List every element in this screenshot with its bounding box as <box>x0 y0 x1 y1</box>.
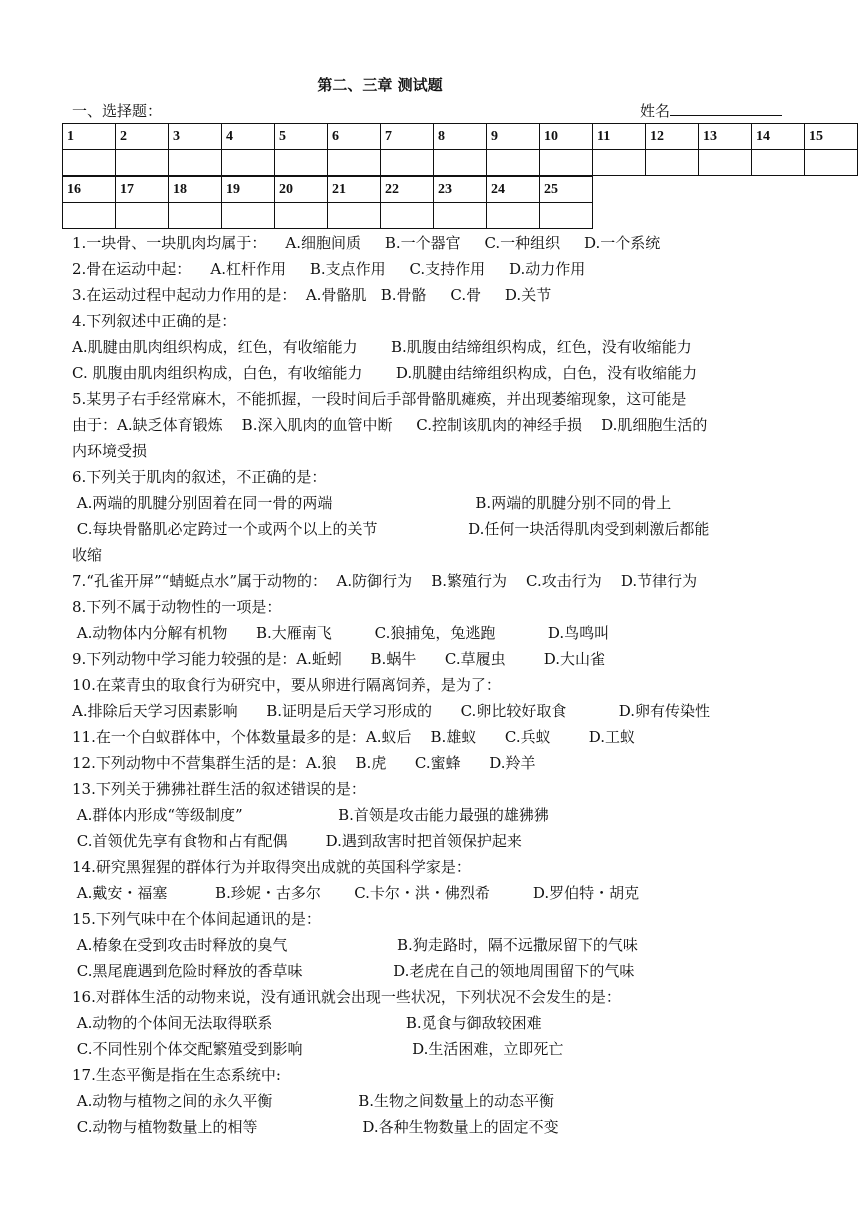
question-line: A.动物与植物之间的永久平衡 B.生物之间数量上的动态平衡 <box>72 1092 554 1110</box>
answer-number-cell: 14 <box>752 124 805 150</box>
question-line: 5.某男子右手经常麻木，不能抓握，一段时间后手部骨骼肌瘫痪，并出现萎缩现象，这可能是 <box>72 390 687 408</box>
question-line: 12.下列动物中不营集群生活的是：A.狼 B.虎 C.蜜蜂 D.羚羊 <box>72 754 536 772</box>
answer-number-cell: 17 <box>116 177 169 203</box>
answer-number-cell: 19 <box>222 177 275 203</box>
answer-blank-cell[interactable] <box>381 203 434 229</box>
question-line: A.两端的肌腱分别固着在同一骨的两端 B.两端的肌腱分别不同的骨上 <box>72 494 672 512</box>
answer-number-cell: 18 <box>169 177 222 203</box>
answer-blank-cell[interactable] <box>169 150 222 176</box>
answer-blank-cell[interactable] <box>63 150 116 176</box>
answer-number-cell: 2 <box>116 124 169 150</box>
question-line: 11.在一个白蚁群体中，个体数量最多的是：A.蚁后 B.雄蚁 C.兵蚁 D.工蚁 <box>72 728 636 746</box>
answer-number-cell: 12 <box>646 124 699 150</box>
answer-blank-cell[interactable] <box>752 150 805 176</box>
question-line: 9.下列动物中学习能力较强的是：A.蚯蚓 B.蜗牛 C.草履虫 D.大山雀 <box>72 650 606 668</box>
answer-number-cell: 25 <box>540 177 593 203</box>
question-line: 7.“孔雀开屏”“蜻蜓点水”属于动物的： A.防御行为 B.繁殖行为 C.攻击行为 D.节律行为 <box>72 572 698 590</box>
answer-blank-cell[interactable] <box>222 203 275 229</box>
question-line: A.排除后天学习因素影响 B.证明是后天学习形成的 C.卵比较好取食 D.卵有传染性 <box>72 702 711 720</box>
question-line: 10.在菜青虫的取食行为研究中，要从卵进行隔离饲养，是为了： <box>72 676 501 694</box>
answer-grid-2 <box>62 176 593 229</box>
question-line: 14.研究黑猩猩的群体行为并取得突出成就的英国科学家是： <box>72 858 471 876</box>
question-line: C. 肌腹由肌肉组织构成，白色，有收缩能力 D.肌腱由结缔组织构成，白色，没有收缩能力 <box>72 364 698 382</box>
question-line: 8.下列不属于动物性的一项是： <box>72 598 282 616</box>
question-line: A.动物的个体间无法取得联系 B.觅食与御敌较困难 <box>72 1014 542 1032</box>
answer-blank-cell[interactable] <box>540 150 593 176</box>
answer-number-cell: 24 <box>487 177 540 203</box>
answer-grid-1 <box>62 123 858 176</box>
answer-blank-cell[interactable] <box>275 150 328 176</box>
answer-number-cell: 10 <box>540 124 593 150</box>
section-header-row <box>72 100 790 120</box>
question-line: A.动物体内分解有机物 B.大雁南飞 C.狼捕兔，兔逃跑 D.鸟鸣叫 <box>72 624 610 642</box>
answer-blank-cell[interactable] <box>699 150 752 176</box>
answer-number-cell: 8 <box>434 124 487 150</box>
answer-number-cell: 3 <box>169 124 222 150</box>
answer-blank-cell[interactable] <box>116 203 169 229</box>
answer-blank-cell[interactable] <box>487 203 540 229</box>
answer-blank-cell[interactable] <box>328 203 381 229</box>
answer-blank-cell[interactable] <box>116 150 169 176</box>
answer-number-cell: 4 <box>222 124 275 150</box>
question-list <box>72 230 792 1140</box>
answer-blank-cell[interactable] <box>434 150 487 176</box>
answer-number-cell: 9 <box>487 124 540 150</box>
question-line: C.黑尾鹿遇到危险时释放的香草味 D.老虎在自己的领地周围留下的气味 <box>72 962 635 980</box>
name-label: 姓名 <box>640 102 671 120</box>
answer-number-cell: 16 <box>63 177 116 203</box>
answer-number-cell: 21 <box>328 177 381 203</box>
answer-number-cell: 7 <box>381 124 434 150</box>
name-field <box>640 100 782 121</box>
question-line: 15.下列气味中在个体间起通讯的是： <box>72 910 321 928</box>
question-line: A.群体内形成“等级制度” B.首领是攻击能力最强的雄狒狒 <box>72 806 549 824</box>
answer-blank-cell[interactable] <box>328 150 381 176</box>
answer-blank-cell[interactable] <box>222 150 275 176</box>
answer-number-cell: 22 <box>381 177 434 203</box>
answer-blank-cell[interactable] <box>487 150 540 176</box>
answer-blank-cell[interactable] <box>63 203 116 229</box>
question-line: C.每块骨骼肌必定跨过一个或两个以上的关节 D.任何一块活得肌肉受到刺激后都能 <box>72 520 710 538</box>
question-line: A.戴安・福塞 B.珍妮・古多尔 C.卡尔・洪・佛烈希 D.罗伯特・胡克 <box>72 884 640 902</box>
question-line: 3.在运动过程中起动力作用的是： A.骨骼肌 B.骨骼 C.骨 D.关节 <box>72 286 552 304</box>
answer-number-cell: 13 <box>699 124 752 150</box>
answer-blank-cell[interactable] <box>169 203 222 229</box>
answer-number-cell: 11 <box>593 124 646 150</box>
question-line: 13.下列关于狒狒社群生活的叙述错误的是： <box>72 780 366 798</box>
question-line: C.不同性别个体交配繁殖受到影响 D.生活困难，立即死亡 <box>72 1040 564 1058</box>
page-title: 第二、三章 测试题 <box>317 76 443 94</box>
answer-number-cell: 20 <box>275 177 328 203</box>
question-line: 6.下列关于肌肉的叙述，不正确的是： <box>72 468 327 486</box>
answer-number-cell: 1 <box>63 124 116 150</box>
question-line: 2.骨在运动中起： A.杠杆作用 B.支点作用 C.支持作用 D.动力作用 <box>72 260 586 278</box>
answer-number-cell: 15 <box>805 124 858 150</box>
answer-grid-1-numbers <box>63 124 858 150</box>
question-line: C.首领优先享有食物和占有配偶 D.遇到敌害时把首领保护起来 <box>72 832 522 850</box>
answer-grid-2-numbers <box>63 177 593 203</box>
answer-blank-cell[interactable] <box>434 203 487 229</box>
question-line: 16.对群体生活的动物来说，没有通讯就会出现一些状况，下列状况不会发生的是： <box>72 988 621 1006</box>
question-line: A.椿象在受到攻击时释放的臭气 B.狗走路时，隔不远撒尿留下的气味 <box>72 936 638 954</box>
question-line: 收缩 <box>72 546 103 564</box>
answer-grid-2-answers <box>63 203 593 229</box>
answer-blank-cell[interactable] <box>275 203 328 229</box>
question-line: A.肌腱由肌肉组织构成，红色，有收缩能力 B.肌腹由结缔组织构成，红色，没有收缩能力 <box>72 338 692 356</box>
answer-blank-cell[interactable] <box>381 150 434 176</box>
question-line: 1.一块骨、一块肌肉均属于： A.细胞间质 B.一个器官 C.一种组织 D.一个系统 <box>72 234 661 252</box>
question-line: 17.生态平衡是指在生态系统中: <box>72 1066 281 1084</box>
question-line: 由于：A.缺乏体育锻炼 B.深入肌肉的血管中断 C.控制该肌肉的神经手损 D.肌细胞生活的 <box>72 416 708 434</box>
answer-number-cell: 23 <box>434 177 487 203</box>
answer-blank-cell[interactable] <box>646 150 699 176</box>
answer-blank-cell[interactable] <box>805 150 858 176</box>
answer-blank-cell[interactable] <box>593 150 646 176</box>
answer-number-cell: 5 <box>275 124 328 150</box>
question-line: 内环境受损 <box>72 442 148 460</box>
answer-blank-cell[interactable] <box>540 203 593 229</box>
answer-number-cell: 6 <box>328 124 381 150</box>
name-blank-line[interactable] <box>670 100 782 116</box>
section-label: 一、选择题： <box>72 102 163 120</box>
question-line: 4.下列叙述中正确的是： <box>72 312 237 330</box>
question-line: C.动物与植物数量上的相等 D.各种生物数量上的固定不变 <box>72 1118 559 1136</box>
answer-grid-1-answers <box>63 150 858 176</box>
